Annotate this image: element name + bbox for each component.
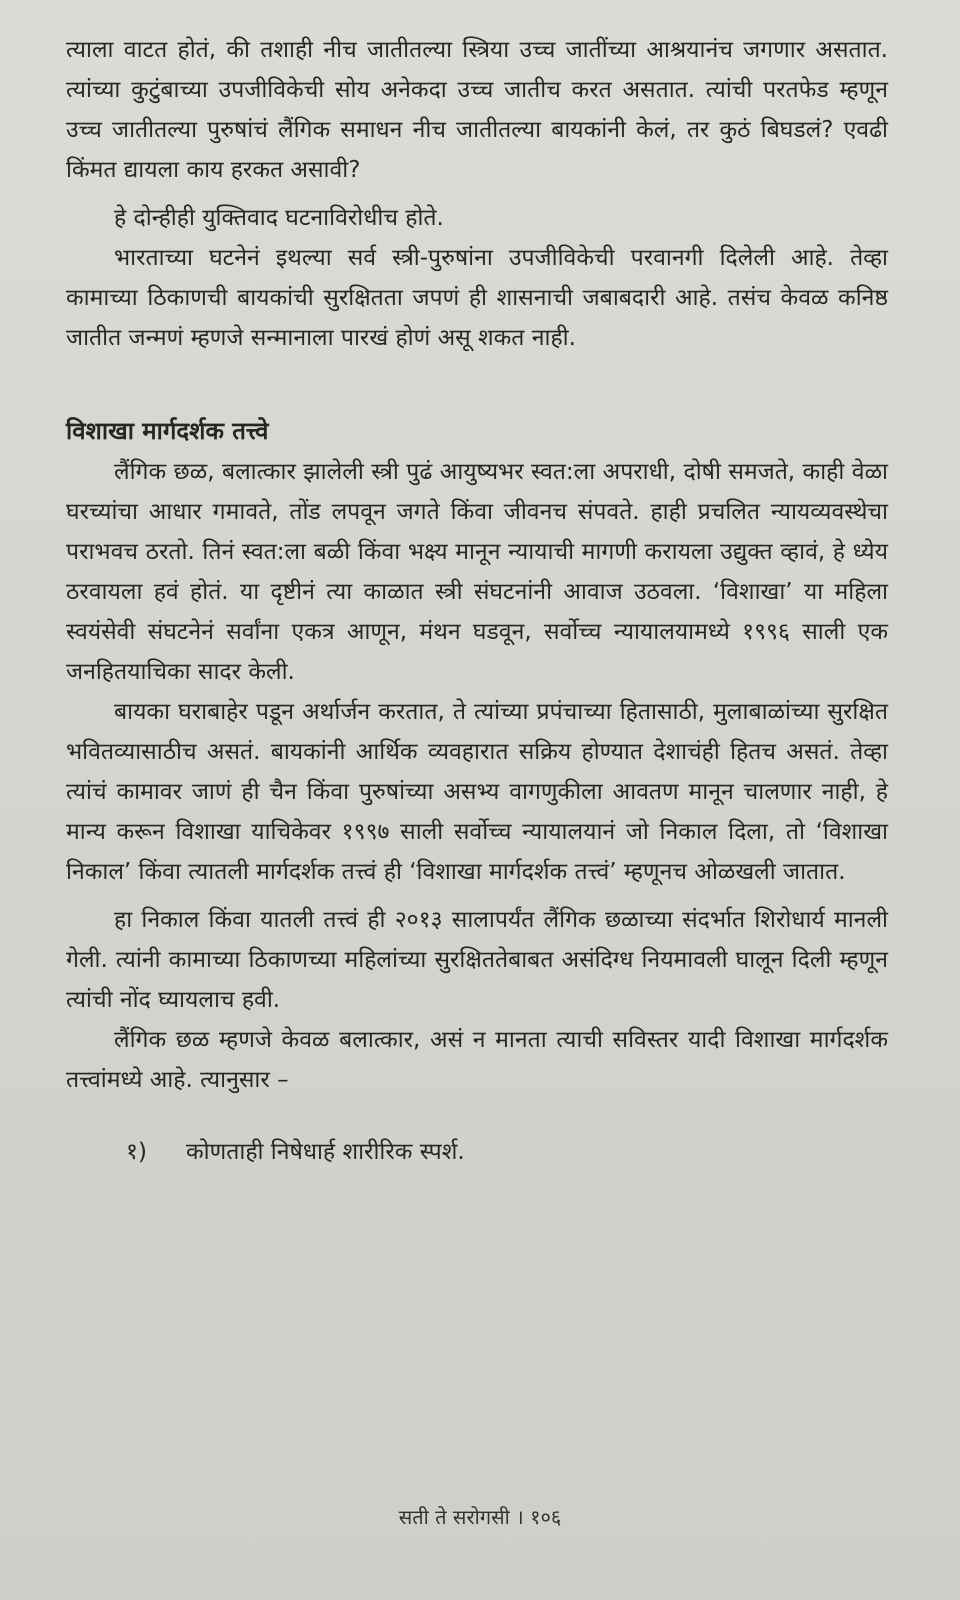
list-number: १)	[126, 1139, 147, 1165]
paragraph: हा निकाल किंवा यातली तत्त्वं ही २०१३ सालापर्यंत लैंगिक छळाच्या संदर्भात शिरोधार्य मानली गेली. त्यांनी कामाच्या ठिकाणच्या महिलांच्या सुरक्षिततेबाबत असंदिग्ध नियमावली घालून दिली म्हणून त्यांची नोंद घ्यायलाच हवी.	[66, 907, 888, 1013]
list-text: कोणताही निषेधार्ह शारीरिक स्पर्श.	[186, 1139, 465, 1165]
paragraph: त्याला वाटत होतं, की तशाही नीच जातीतल्या स्त्रिया उच्च जातींच्या आश्रयानंच जगणार असतात. त्यांच्या कुटुंबाच्या उपजीविकेची सोय अनेकदा उच्च जातीच करत असतात. त्यांची परतफेड म्हणून उच्च जातीतल्या पुरुषांचं लैंगिक समाधन नीच जातीतल्या बायकांनी केलं, तर कुठं बिघडलं? एवढी किंमत द्यायला काय हरकत असावी?	[66, 37, 888, 183]
paragraph: लैंगिक छळ, बलात्कार झालेली स्त्री पुढं आयुष्यभर स्वत:ला अपराधी, दोषी समजते, काही वेळा घरच्यांचा आधार गमावते, तोंड लपवून जगते किंवा जीवनच संपवते. हाही प्रचलित न्यायव्यवस्थेचा पराभवच ठरतो. तिनं स्वत:ला बळी किंवा भक्ष्य मानून न्यायाची मागणी करायला उद्युक्त व्हावं, हे ध्येय ठरवायला हवं होतं. या दृष्टीनं त्या काळात स्त्री संघटनांनी आवाज उठवला. ‘विशाखा’ या महिला स्वयंसेवी संघटनेनं सर्वांना एकत्र आणून, मंथन घडवून, सर्वोच्च न्यायालयामध्ये १९९६ साली एक जनहितयाचिका सादर केली.	[66, 459, 888, 685]
section-heading: विशाखा मार्गदर्शक तत्त्वे	[66, 417, 269, 445]
paragraph: हे दोन्हीही युक्तिवाद घटनाविरोधीच होते.	[114, 205, 444, 231]
page-footer: सती ते सरोगसी । १०६	[398, 1505, 562, 1529]
list-item	[66, 1132, 888, 1172]
paragraph: बायका घराबाहेर पडून अर्थार्जन करतात, ते त्यांच्या प्रपंचाच्या हितासाठी, मुलाबाळांच्या सुरक्षित भवितव्यासाठीच असतं. बायकांनी आर्थिक व्यवहारात सक्रिय होण्यात देशाचंही हितच असतं. तेव्हा त्यांचं कामावर जाणं ही चैन किंवा पुरुषांच्या असभ्य वागणुकीला आवतण मानून चालणार नाही, हे मान्य करून विशाखा याचिकेवर १९९७ साली सर्वोच्च न्यायालयानं जो निकाल दिला, तो ‘विशाखा निकाल’ किंवा त्यातली मार्गदर्शक तत्त्वं ही ‘विशाखा मार्गदर्शक तत्त्वं’ म्हणूनच ओळखली जातात.	[66, 699, 888, 885]
paragraph: भारताच्या घटनेनं इथल्या सर्व स्त्री-पुरुषांना उपजीविकेची परवानगी दिलेली आहे. तेव्हा कामाच्या ठिकाणची बायकांची सुरक्षितता जपणं ही शासनाची जबाबदारी आहे. तसंच केवळ कनिष्ठ जातीत जन्मणं म्हणजे सन्मानाला पारखं होणं असू शकत नाही.	[66, 245, 888, 351]
paragraph: लैंगिक छळ म्हणजे केवळ बलात्कार, असं न मानता त्याची सविस्तर यादी विशाखा मार्गदर्शक तत्त्वांमध्ये आहे. त्यानुसार –	[66, 1027, 888, 1093]
